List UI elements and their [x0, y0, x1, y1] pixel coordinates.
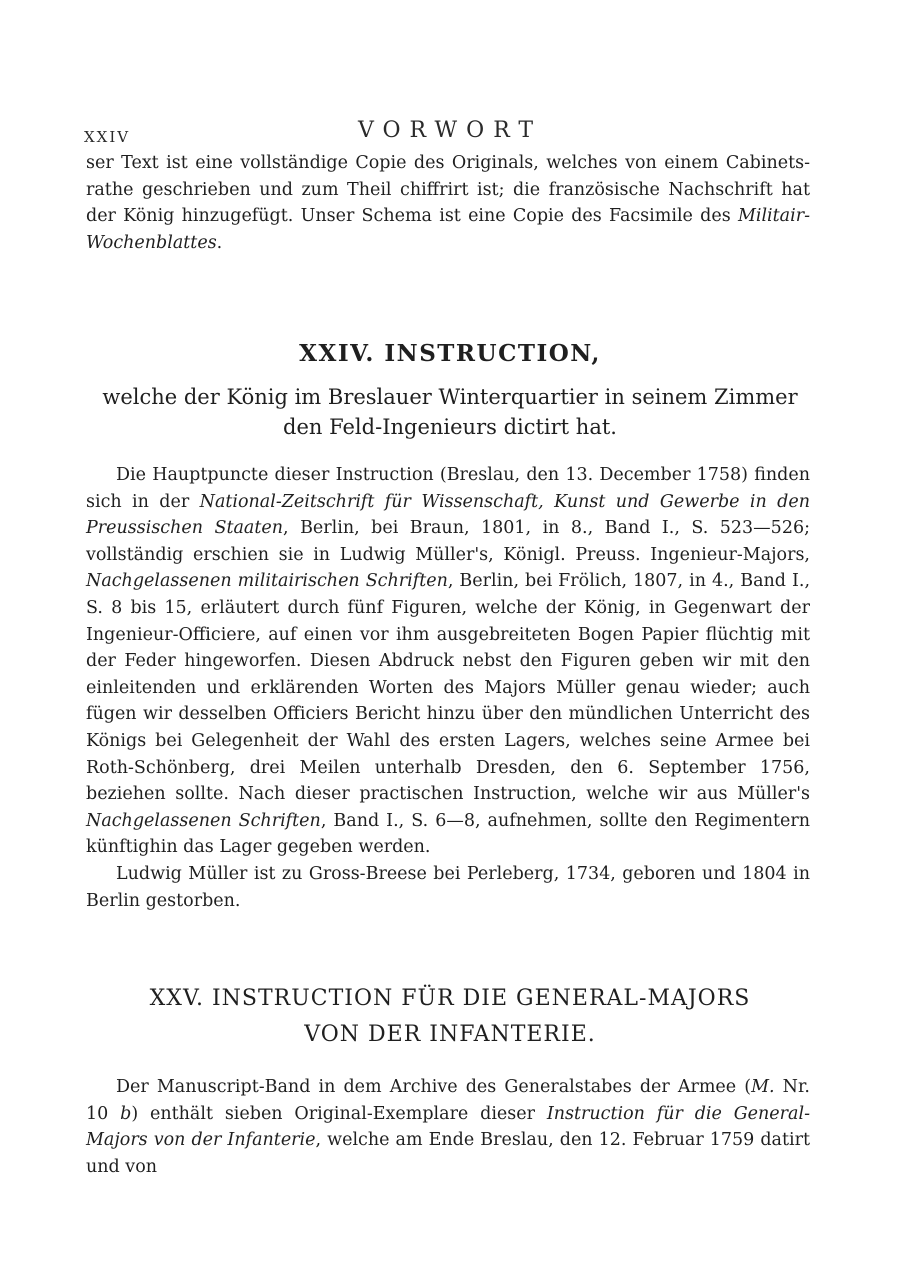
section-xxv-body — [86, 1074, 810, 1180]
section-xxiv-subtitle-line1: welche der König im Breslauer Winterquartier in seinem Zimmer — [102, 385, 798, 409]
page-number: XXIV — [84, 128, 131, 146]
section-xxv-heading-line1: XXV. INSTRUCTION FÜR DIE GENERAL-MAJORS — [149, 986, 751, 1011]
section-xxiv-subtitle-line2: den Feld-Ingenieurs dictirt hat. — [283, 415, 617, 439]
running-title: VORWORT — [357, 118, 543, 143]
section-xxiv-body — [86, 462, 810, 914]
section-xxiv-paragraph-1: Die Hauptpuncte dieser Instruction (Breslau, den 13. December 1758) finden sich in der National-Zeitschrift für Wissenschaft, Kunst und Gewerbe in den Preussischen Staaten, Berlin, bei Braun, 1801, in 8., Band I., S. 523—526; vollständig erschien sie in Ludwig Müller's, Königl. Preuss. Ingenieur-Majors, Nachgelassenen militairischen Schriften, Berlin, bei Frölich, 1807, in 4., Band I., S. 8 bis 15, erläutert durch fünf Figuren, welche der König, in Gegenwart der Ingenieur-Officiere, auf einen vor ihm ausgebreiteten Bogen Papier flüchtig mit der Feder hingeworfen. Diesen Abdruck nebst den Figuren geben wir mit den einleitenden und erklärenden Worten des Majors Müller genau wieder; auch fügen wir desselben Officiers Bericht hinzu über den mündlichen Unterricht des Königs bei Gelegenheit der Wahl des ersten Lagers, welches seine Armee bei Roth-Schönberg, drei Meilen unterhalb Dresden, den 6. September 1756, beziehen sollte. Nach dieser practischen Instruction, welche wir aus Müller's Nachgelassenen Schriften, Band I., S. 6—8, aufnehmen, sollte den Regimentern künftighin das Lager gegeben werden. — [86, 465, 811, 858]
intro-paragraph-block — [86, 150, 810, 256]
section-xxv-heading-line2: VON DER INFANTERIE. — [304, 1022, 596, 1047]
section-xxv-paragraph-1: Der Manuscript-Band in dem Archive des Generalstabes der Armee (M. Nr. 10 b) enthält sieben Original-Exemplare dieser Instruction für die General-Majors von der Infanterie, welche am Ende Breslau, den 12. Februar 1759 datirt und von — [86, 1077, 810, 1177]
section-xxiv-paragraph-2: Ludwig Müller ist zu Gross-Breese bei Perleberg, 1734, geboren und 1804 in Berlin gestorben. — [86, 863, 810, 911]
intro-paragraph: ser Text ist eine vollständige Copie des Originals, welches von einem Cabinets-rathe geschrieben und zum Theil chiffrirt ist; die französische Nachschrift hat der König hinzugefügt. Unser Schema ist eine Copie des Facsimile des Militair-Wochenblattes. — [86, 153, 810, 253]
section-xxiv-heading: XXIV. INSTRUCTION, — [299, 340, 601, 367]
